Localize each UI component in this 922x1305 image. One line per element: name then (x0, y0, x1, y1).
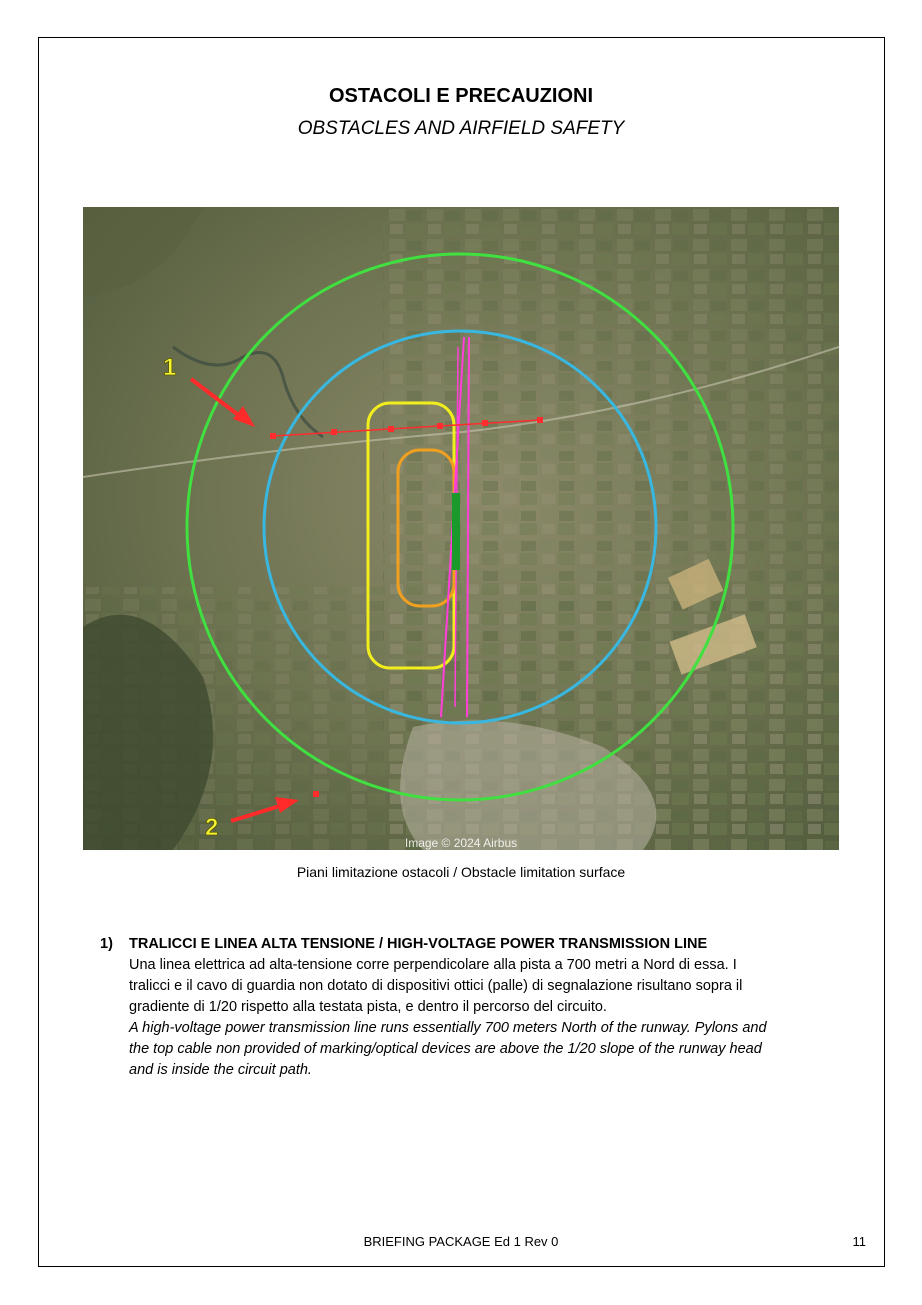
italian-text-line: tralicci e il cavo di guardia non dotato di dispositivi ottici (palle) di segnalazione risultano sopra il (129, 978, 743, 994)
obstacle-point-2 (313, 791, 319, 797)
footer-text: BRIEFING PACKAGE Ed 1 Rev 0 (363, 1234, 559, 1249)
figure-caption: Piani limitazione ostacoli / Obstacle limitation surface (296, 864, 626, 880)
page-number: 11 (852, 1234, 866, 1249)
map-svg (83, 207, 839, 850)
marker-label-2: 2 (205, 814, 219, 841)
page-title: OSTACOLI E PRECAUZIONI (328, 85, 594, 107)
english-text-line: and is inside the circuit path. (129, 1062, 312, 1078)
section-power-line (100, 934, 890, 1081)
obstacle-map (83, 207, 839, 850)
pylon (388, 426, 394, 432)
pylon (331, 429, 337, 435)
english-text-line: the top cable non provided of marking/optical devices are above the 1/20 slope of the runway head (129, 1041, 762, 1057)
italian-text-line: gradiente di 1/20 rispetto alla testata pista, e dentro il percorso del circuito. (129, 999, 607, 1015)
pylon (482, 420, 488, 426)
runway (452, 493, 460, 570)
marker-label-1: 1 (163, 354, 177, 381)
section-heading: TRALICCI E LINEA ALTA TENSIONE / HIGH-VOLTAGE POWER TRANSMISSION LINE (129, 936, 708, 952)
section-number: 1) (100, 936, 113, 952)
image-copyright: Image © 2024 Airbus (404, 836, 518, 850)
pylon (437, 423, 443, 429)
pylon (537, 417, 543, 423)
italian-text-line: Una linea elettrica ad alta-tensione corre perpendicolare alla pista a 700 metri a Nord di essa. I (129, 957, 737, 973)
english-text-line: A high-voltage power transmission line runs essentially 700 meters North of the runway. Pylons and (129, 1020, 767, 1036)
pylon (270, 433, 276, 439)
page-subtitle: OBSTACLES AND AIRFIELD SAFETY (297, 118, 625, 139)
